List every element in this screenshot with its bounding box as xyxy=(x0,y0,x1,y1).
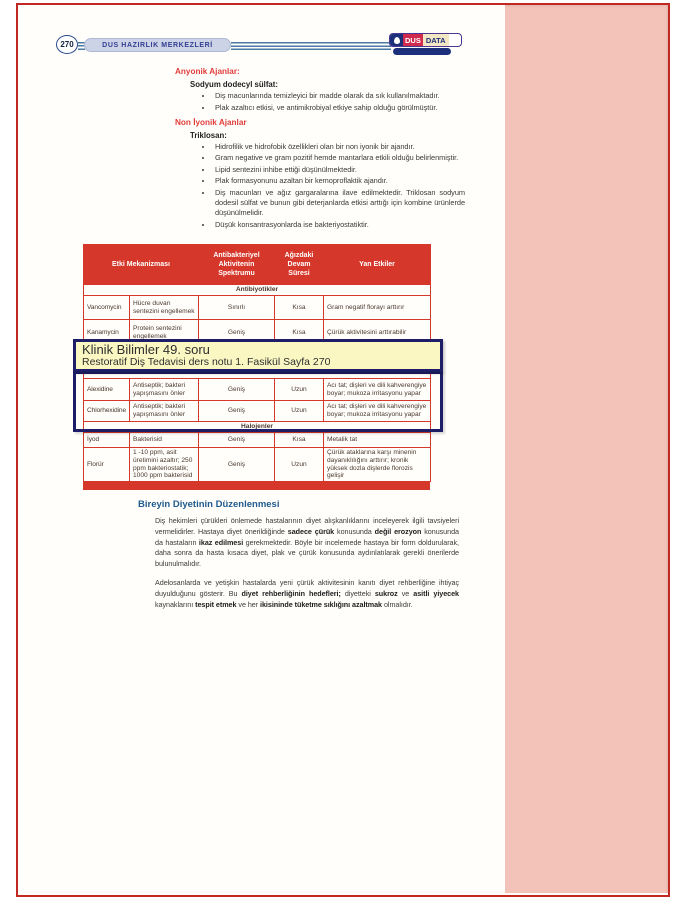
subheader-label: Antibiyotikler xyxy=(84,285,431,296)
bullet-item: • Lipid sentezini inhibe ettiği düşünülmektedir. xyxy=(213,165,465,175)
highlight-frame xyxy=(73,371,443,432)
diet-section xyxy=(138,499,463,618)
cell-mechanism: Antiseptik; bakteri yapışmasını önler xyxy=(130,379,199,401)
anyonik-bullet-list xyxy=(175,91,465,113)
table-header-row xyxy=(84,245,431,285)
cell-agent: İyod xyxy=(84,433,130,448)
cell-mechanism: Antiseptik; bakteri yapışmasını önler xyxy=(130,401,199,422)
brand-logo xyxy=(389,33,462,55)
cell-duration: Kısa xyxy=(275,320,324,346)
section-heading-non-iyonik: Non İyonik Ajanlar xyxy=(175,117,247,127)
diet-paragraph: Diş hekimleri çürükleri önlemede hastalarının diyet alışkanlıklarını inceleyerek ilgili tavsiyeleri vermelidirler. Hastaya diyet önerildiğinde sadece çürük konusunda değil erozyon konusunda da hastaların ikaz edilmesi gerekmektedir. Böyle bir incelemede hastaya bir form doldurularak, daha sonra da hasta kısaca diyet, plak ve çürük konusunda aydınlatılarak gerekli önerilerde bulunulmalıdır. xyxy=(155,516,459,569)
logo-text-data: DATA xyxy=(423,34,449,46)
section-heading-anyonik: Anyonik Ajanlar: xyxy=(175,67,240,76)
tooth-icon xyxy=(390,34,403,46)
cell-spectrum: Geniş xyxy=(199,433,275,448)
cell-duration: Kısa xyxy=(275,296,324,320)
column-header: Ağızdaki Devam Süresi xyxy=(275,245,324,285)
column-header: Etki Mekanizması xyxy=(84,245,199,285)
bullet-item: • Diş macunlarında temizleyici bir madde olarak da sık kullanılmaktadır. xyxy=(213,91,465,101)
cell-side-effects: Gram negatif florayı arttırır xyxy=(324,296,431,320)
column-header: Yan Etkiler xyxy=(324,245,431,285)
bullet-item: • Hidrofilik ve hidrofobik özellikleri olan bir non iyonik bir ajandır. xyxy=(213,142,465,152)
cell-mechanism: Protein sentezini engellemek xyxy=(130,320,199,346)
pink-overlay-panel xyxy=(505,5,668,893)
cell-duration: Uzun xyxy=(275,379,324,401)
cell-mechanism: 1 -10 ppm, asit üretimini azaltır; 250 ppm bakteriostatik; 1000 ppm bakterisid xyxy=(130,448,199,482)
cell-agent: Alexidine xyxy=(84,379,130,401)
bullet-item: • Plak azaltıcı etkisi, ve antimikrobiyal etkiye sahip olduğu görülmüştür. xyxy=(213,103,465,113)
cell-agent: Florür xyxy=(84,448,130,482)
cell-agent: Kanamycin xyxy=(84,320,130,346)
bullet-item: • Diş macunları ve ağız gargaralarına ilave edilmektedir. Triklosan sodyum dodesil sülfat ve bunun gibi deterjanlarda etkisi arttığı için kombine ürünlerde düşünülmelidir. xyxy=(213,188,465,218)
cell-side-effects: Çürük aktivitesini arttırabilir xyxy=(324,320,431,346)
subheading-sodyum: Sodyum dodecyl sülfat: xyxy=(190,80,278,89)
header-title-pill xyxy=(84,38,231,52)
brand-logo-badge xyxy=(389,33,462,47)
cell-spectrum: Geniş xyxy=(199,401,275,422)
page-number: 270 xyxy=(60,40,74,49)
subheading-triklosan: Triklosan: xyxy=(190,130,227,140)
cell-side-effects: Acı tat; dişleri ve dili kahverengiye boyar; mukoza irritasyonu yapar xyxy=(324,379,431,401)
bullet-item: • Düşük konsantrasyonlarda ise bakteriyostatiktir. xyxy=(213,220,465,230)
table-row xyxy=(84,433,431,448)
table-subheader-row xyxy=(84,285,431,296)
table-row xyxy=(84,296,431,320)
document-page xyxy=(16,3,670,897)
cell-duration: Uzun xyxy=(275,401,324,422)
annotation-subtitle: Restoratif Diş Tedavisi ders notu 1. Fasikül Sayfa 270 xyxy=(82,356,331,368)
bullet-item: • Plak formasyonunu azaltan bir kemoproflaktik ajandır. xyxy=(213,176,465,186)
cell-agent: Vancomycin xyxy=(84,296,130,320)
annotation-title: Klinik Bilimler 49. soru xyxy=(82,342,210,357)
column-header: Antibakteriyel Aktivitenin Spektrumu xyxy=(199,245,275,285)
annotation-note xyxy=(73,339,443,372)
cell-mechanism: Hücre duvarı sentezini engellemek xyxy=(130,296,199,320)
cell-duration: Kısa xyxy=(275,433,324,448)
logo-banner xyxy=(393,48,451,55)
diet-paragraph: Adelosanlarda ve yetişkin hastalarda yeni çürük aktivitesinin kanıtı diyet rehberliğine ihtiyaç duyulduğunu gösterir. Bu diyet rehberliğinin hedefleri; diyetteki sukroz ve asitli yiyecek kaynaklarını tespit etmek ve her ikisininde tüketme sıklığını azaltmak olmalıdır. xyxy=(155,577,460,609)
cell-spectrum: Geniş xyxy=(199,320,275,346)
table-row xyxy=(84,448,431,482)
cell-side-effects: Çürük ataklarına karşı minenin dayanıklılığını arttırır; kronik yüksek dozla dişlerde florozis gelişir xyxy=(324,448,431,482)
cell-agent: Chlorhexidine xyxy=(84,401,130,422)
page-number-badge xyxy=(56,35,78,54)
table-bottom-bar xyxy=(83,482,430,490)
cell-duration: Uzun xyxy=(275,448,324,482)
cell-spectrum: Sınırlı xyxy=(199,296,275,320)
logo-text-dus: DUS xyxy=(405,35,421,45)
cell-spectrum: Geniş xyxy=(199,448,275,482)
header-rule-lines xyxy=(231,42,391,50)
bullet-item: • Gram negative ve gram pozitif hemde mantarlara etkili olduğu belirlenmiştir. xyxy=(213,153,465,163)
cell-side-effects: Acı tat; dişleri ve dili kahverengiye boyar; mukoza irritasyonu yapar xyxy=(324,401,431,422)
cell-mechanism: Bakterisid xyxy=(130,433,199,448)
diet-heading: Bireyin Diyetinin Düzenlenmesi xyxy=(138,499,280,510)
header-title: DUS HAZIRLIK MERKEZLERİ xyxy=(102,41,213,49)
subheader-label: Halojenler xyxy=(84,422,431,433)
triklosan-bullet-list xyxy=(175,142,465,230)
cell-spectrum: Geniş xyxy=(199,379,275,401)
cell-side-effects: Metalik tat xyxy=(324,433,431,448)
body-content xyxy=(175,67,465,235)
